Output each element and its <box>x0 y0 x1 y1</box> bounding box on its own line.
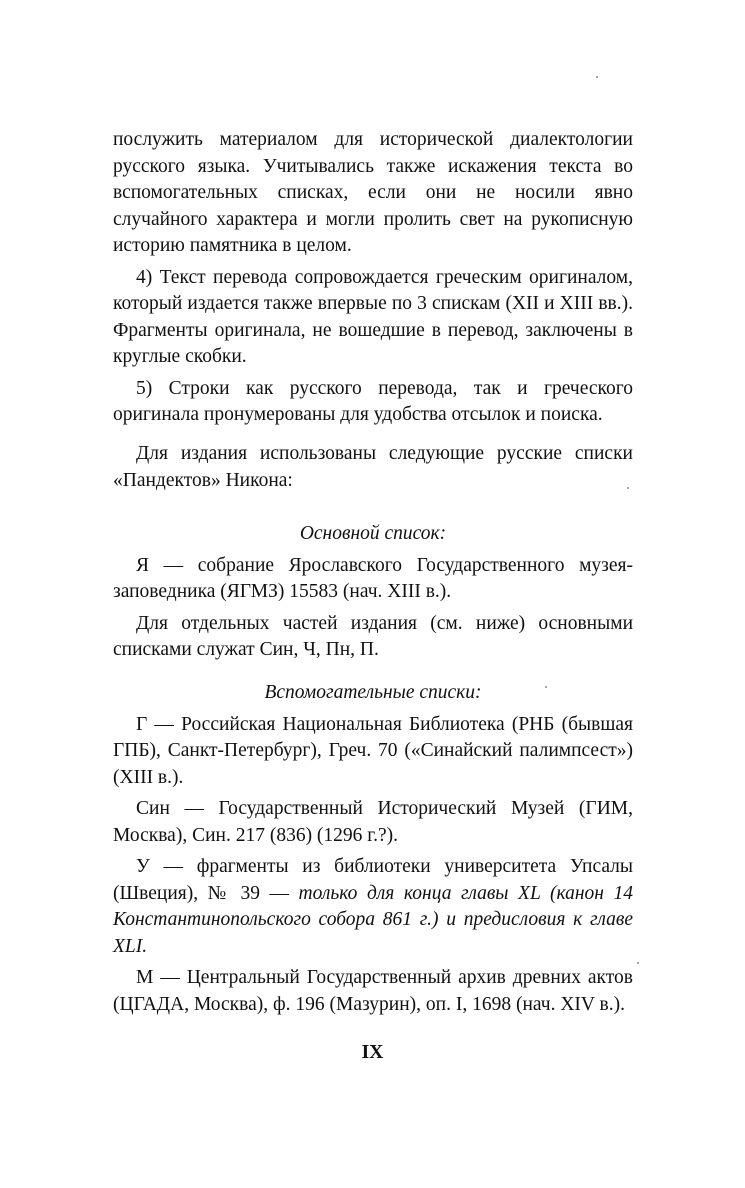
scan-speck <box>637 962 639 964</box>
aux-list-entry-u-plain: У — фрагменты из библиотеки университета Упсалы (Швеция), № 39 — <box>113 856 633 904</box>
page-number: IX <box>361 1042 384 1063</box>
main-list-heading: Основной список: <box>299 523 447 544</box>
main-list-entry-other: Для отдельных частей издания (см. ниже) основными списками служат Син, Ч, Пн, П. <box>113 612 633 660</box>
scan-speck <box>545 686 547 688</box>
scan-speck <box>627 487 629 489</box>
scan-speck <box>596 76 598 78</box>
aux-list-heading: Вспомогательные списки: <box>264 682 482 703</box>
aux-list-entry-u <box>113 854 633 960</box>
aux-list-entry-sin: Син — Государственный Исторический Музей (ГИМ, Москва), Син. 217 (836) (1296 г.?). <box>113 798 633 846</box>
point-4-paragraph: 4) Текст перевода сопровождается греческим оригиналом, который издается также впервые по 3 спискам (XII и XIII вв.). Фрагменты оригинала, не вошедшие в перевод, заключены в круглые скобки. <box>113 266 633 367</box>
intro-paragraph: послужить материалом для исторической диалектологии русского языка. Учитывались также искажения текста во вспомогательных списках, если они не носили явно случайного характера и могли пролить свет на рукописную историю памятника в целом. <box>113 129 633 256</box>
main-list-entry-ya: Я — собрание Ярославского Государственного музея-заповедника (ЯГМЗ) 15583 (нач. XIII в.). <box>113 554 633 602</box>
main-list-section <box>113 521 633 669</box>
lists-intro-section <box>113 441 633 499</box>
aux-list-entry-m: М — Центральный Государственный архив древних актов (ЦГАДА, Москва), ф. 196 (Мазурин), оп. I, 1698 (нач. XIV в.). <box>113 967 633 1015</box>
aux-list-section <box>113 680 633 1023</box>
point-5-paragraph: 5) Строки как русского перевода, так и греческого оригинала пронумерованы для удобства отсылок и поиска. <box>113 377 633 425</box>
intro-section <box>113 127 633 434</box>
aux-list-entry-g: Г — Российская Национальная Библиотека (РНБ (бывшая ГПБ), Санкт-Петербург), Греч. 70 («Синайский палимпсест») (XIII в.). <box>113 713 633 788</box>
aux-list-entry-u-italic: только для конца главы XL (канон 14 Константинопольского собора 861 г.) и предисловия к главе XLI. <box>113 882 633 957</box>
lists-intro-paragraph: Для издания использованы следующие русские списки «Пандектов» Никона: <box>113 443 633 491</box>
